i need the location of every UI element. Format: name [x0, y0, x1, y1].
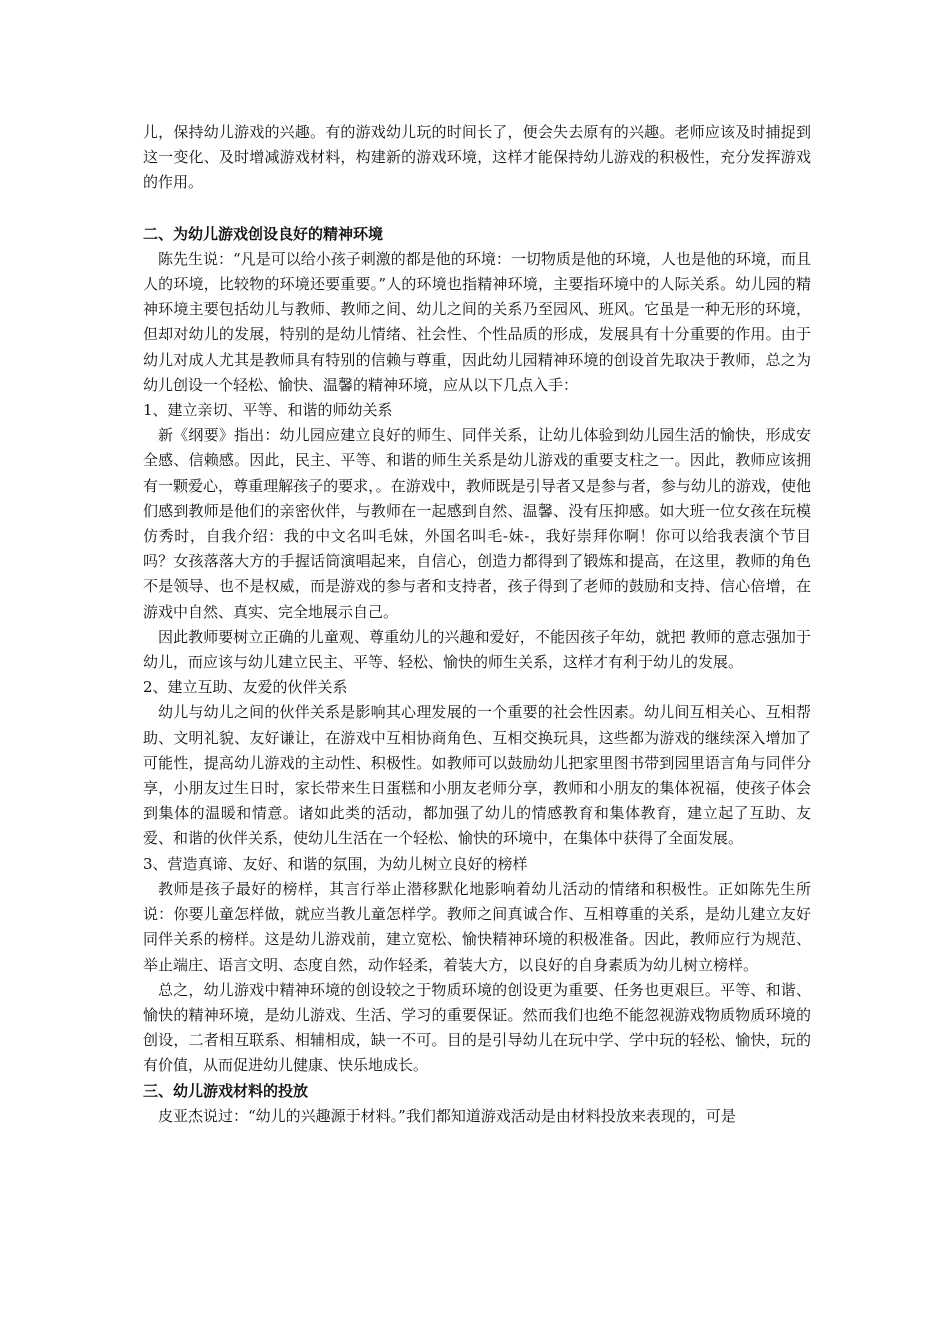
paragraph-continuation: 儿，保持幼儿游戏的兴趣。有的游戏幼儿玩的时间长了，便会失去原有的兴趣。老师应该及时捕捉到这一变化、及时增减游戏材料，构建新的游戏环境，这样才能保持幼儿游戏的积极性，充分发挥游戏的作用。 [143, 123, 811, 192]
document-page [143, 120, 811, 1129]
paragraph-peer-relation: 幼儿与幼儿之间的伙伴关系是影响其心理发展的一个重要的社会性因素。幼儿间互相关心、互相帮助、文明礼貌、友好谦让，在游戏中互相协商角色、互相交换玩具，这些都为游戏的继续深入增加了可能性，提高幼儿游戏的主动性、积极性。如教师可以鼓励幼儿把家里图书带到园里语言角与同伴分享，小朋友过生日时，家长带来生日蛋糕和小朋友老师分享，教师和小朋友的集体祝福，使孩子体会到集体的温暖和情意。诸如此类的活动，都加强了幼儿的情感教育和集体教育，建立起了互助、友爱、和谐的伙伴关系，使幼儿生活在一个轻松、愉快的环境中，在集体中获得了全面发展。 [143, 703, 811, 848]
paragraph-child-view: 因此教师要树立正确的儿童观、尊重幼儿的兴趣和爱好，不能因孩子年幼，就把 教师的意志强加于幼儿，而应该与幼儿建立民主、平等、轻松、愉快的师生关系，这样才有利于幼儿的发展。 [143, 627, 811, 672]
paragraph-role-model: 教师是孩子最好的榜样，其言行举止潜移默化地影响着幼儿活动的情绪和积极性。正如陈先生所说：你要儿童怎样做，就应当教儿童怎样学。教师之间真诚合作、互相尊重的关系，是幼儿建立友好同伴关系的榜样。这是幼儿游戏前，建立宽松、愉快精神环境的积极准备。因此，教师应行为规范、举止端庄、语言文明、态度自然，动作轻柔，着装大方，以良好的自身素质为幼儿树立榜样。 [143, 879, 811, 974]
paragraph-guidelines: 新《纲要》指出：幼儿园应建立良好的师生、同伴关系，让幼儿体验到幼儿园生活的愉快，形成安全感、信赖感。因此，民主、平等、和谐的师生关系是幼儿游戏的重要支柱之一。因此，教师应该拥有一颗爱心，尊重理解孩子的要求，。在游戏中，教师既是引导者又是参与者，参与幼儿的游戏，使他们感到教师是他们的亲密伙伴，与教师在一起感到自然、温馨、没有压抑感。如大班一位女孩在玩模仿秀时，自我介绍：我的中文名叫毛妹，外国名叫毛-妹-，我好崇拜你啊！你可以给我表演个节目吗？女孩落落大方的手握话筒演唱起来，自信心，创造力都得到了锻炼和提高，在这里，教师的角色不是领导、也不是权威，而是游戏的参与者和支持者，孩子得到了老师的鼓励和支持、信心倍增，在游戏中自然、真实、完全地展示自己。 [143, 426, 811, 621]
paragraph-piaget: 皮亚杰说过：“幼儿的兴趣源于材料。”我们都知道游戏活动是由材料投放来表现的，可是 [158, 1106, 736, 1125]
subheading-teacher-child-relation: 1、建立亲切、平等、和谐的师幼关系 [143, 401, 393, 420]
section-heading-2: 二、为幼儿游戏创设良好的精神环境 [143, 224, 384, 243]
section-heading-3: 三、幼儿游戏材料的投放 [143, 1081, 309, 1100]
subheading-peer-relation: 2、建立互助、友爱的伙伴关系 [143, 678, 348, 697]
paragraph-spiritual-environment: 陈先生说：“凡是可以给小孩子刺激的都是他的环境：一切物质是他的环境，人也是他的环境，而且人的环境，比较物的环境还要重要。”人的环境也指精神环境，主要指环境中的人际关系。幼儿园的精神环境主要包括幼儿与教师、教师之间、幼儿之间的关系乃至园风、班风。它虽是一种无形的环境，但却对幼儿的发展，特别的是幼儿情绪、社会性、个性品质的形成，发展具有十分重要的作用。由于幼儿对成人尤其是教师具有特别的信赖与尊重，因此幼儿园精神环境的创设首先取决于教师，总之为幼儿创设一个轻松、愉快、温馨的精神环境，应从以下几点入手： [143, 249, 811, 394]
paragraph-summary: 总之，幼儿游戏中精神环境的创设较之于物质环境的创设更为重要、任务也更艰巨。平等、和谐、愉快的精神环境，是幼儿游戏、生活、学习的重要保证。然而我们也绝不能忽视游戏物质物质环境的创设，二者相互联系、相辅相成，缺一不可。目的是引导幼儿在玩中学、学中玩的轻松、愉快，玩的有价值，从而促进幼儿健康、快乐地成长。 [143, 980, 811, 1075]
subheading-atmosphere: 3、营造真谛、友好、和谐的氛围，为幼儿树立良好的榜样 [143, 854, 528, 873]
paragraph-gap [143, 196, 811, 222]
